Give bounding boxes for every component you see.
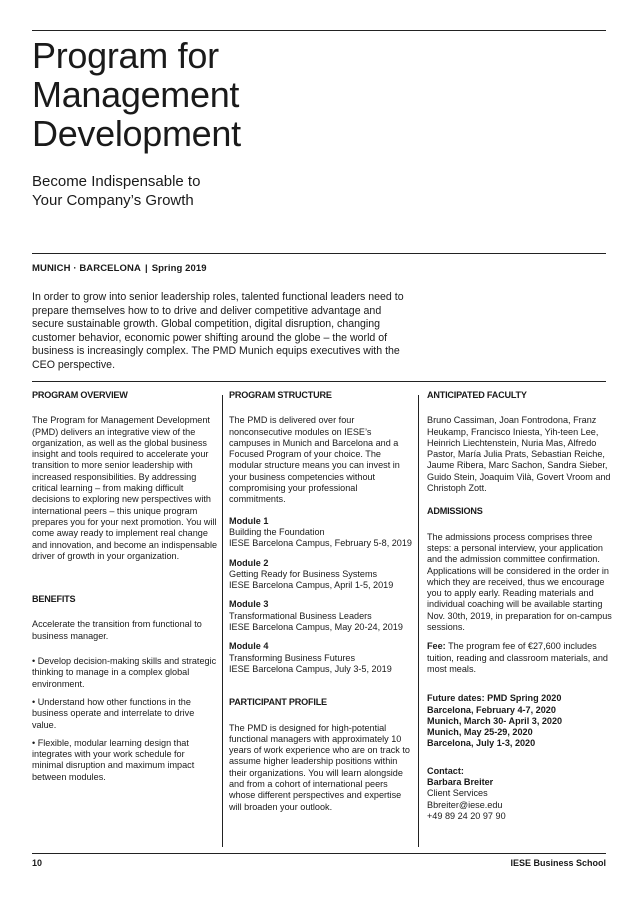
module-place: IESE Barcelona Campus, May 20-24, 2019 (229, 622, 403, 633)
fee-body: The program fee of €27,600 includes tuition, reading and classroom materials, and most meals. (427, 641, 608, 674)
module-topic: Transforming Business Futures (229, 652, 356, 663)
future-date-item: Munich, March 30- April 3, 2020 (427, 715, 563, 726)
benefit-item: • Develop decision-making skills and strategic thinking to manage in a complex global environment. (32, 656, 217, 689)
admissions-heading: ADMISSIONS (427, 506, 483, 517)
fee-text (427, 641, 613, 675)
title-line-3: Development (32, 113, 241, 154)
section-rule (32, 253, 606, 254)
title-line-2: Management (32, 74, 240, 115)
column-divider-1 (222, 395, 223, 847)
footer-rule (32, 853, 606, 854)
column-faculty (427, 390, 613, 822)
subtitle-line-2: Your Company’s Growth (32, 192, 194, 209)
column-overview (32, 390, 218, 790)
module-block (229, 516, 415, 550)
future-dates (427, 693, 613, 749)
module-block (229, 599, 415, 633)
title-line-1: Program for (32, 35, 219, 76)
module-topic: Building the Foundation (229, 526, 325, 537)
page-number: 10 (32, 858, 43, 868)
intro-paragraph: In order to grow into senior leadership roles, talented functional leaders need to prepare themselves how to to drive and deliver competitive advantage and secure sustainable growth. Global competition, digital disruption, changing customer behavior, economic power shifting around the globe – the world of business is increasingly complex. The PMD Munich equips executives with the CEO perspective. (32, 291, 404, 371)
future-date-item: Munich, May 25-29, 2020 (427, 727, 533, 738)
contact-label: Contact: (427, 765, 464, 776)
subtitle-line-1: Become Indispensable to (32, 173, 201, 190)
faculty-heading: ANTICIPATED FACULTY (427, 390, 527, 400)
top-rule (32, 30, 606, 31)
faculty-text: Bruno Cassiman, Joan Fontrodona, Franz Heukamp, Francisco Iniesta, Yih-teen Lee, Heinrich Liechtenstein, Nuria Mas, Alfredo Pastor, María Julia Prats, Sebastian Reiche, Jaume Ribera, Marc Sachon, Sandra Sieber, Guido Stein, Joaquim Vilà, Govert Vroom and Christoph Zott. (427, 415, 611, 494)
overview-heading: PROGRAM OVERVIEW (32, 390, 128, 400)
contact-email[interactable]: Bbreiter@iese.edu (427, 799, 503, 810)
profile-text: The PMD is designed for high-potential functional managers with approximately 10 years of work experience who are on track to assume higher leadership positions within their organizations. You will learn alongside and from a cohort of international peers whose different perspectives and expertise will broaden your outlook. (229, 722, 410, 812)
location-separator: | (144, 263, 148, 274)
footer-brand: IESE Business School (510, 858, 606, 868)
contact-block (427, 766, 613, 822)
profile-heading: PARTICIPANT PROFILE (229, 697, 327, 708)
module-place: IESE Barcelona Campus, April 1-5, 2019 (229, 580, 394, 591)
contact-phone: +49 89 24 20 97 90 (427, 810, 506, 821)
future-date-item: Barcelona, July 1-3, 2020 (427, 738, 536, 749)
contact-department: Client Services (427, 788, 488, 799)
module-topic: Transformational Business Leaders (229, 610, 372, 621)
module-name: Module 3 (229, 599, 269, 610)
column-structure (229, 390, 415, 821)
overview-text: The Program for Management Development (PMD) delivers an integrative view of the organization, as well as the global business insight and tools required to accelerate your transition to more senior leadership with increased responsibilities. By addressing critical learning – from making difficult decisions to exploring new perspectives with international peers – this unique program prepares you for your next promotion. You will come away ready to implement real change and innovation, and become an indispensable driver of growth in your organization. (32, 415, 218, 561)
module-name: Module 1 (229, 515, 269, 526)
structure-heading: PROGRAM STRUCTURE (229, 390, 332, 400)
module-name: Module 4 (229, 641, 269, 652)
benefit-item: • Flexible, modular learning design that integrates with your work schedule for minimal disruption and maximum impact between modules. (32, 737, 195, 782)
columns-rule (32, 381, 606, 382)
location-season: Spring 2019 (151, 263, 207, 274)
module-place: IESE Barcelona Campus, July 3-5, 2019 (229, 663, 392, 674)
module-topic: Getting Ready for Business Systems (229, 568, 378, 579)
page-subtitle (32, 172, 200, 210)
column-divider-2 (418, 395, 419, 847)
structure-text: The PMD is delivered over four nonconsecutive modules on IESE’s campuses in Munich and Barcelona and a Focused Program of your choice. The modular structure means you can invest in your business competencies without compromising your professional commitments. (229, 415, 400, 505)
future-dates-title: Future dates: PMD Spring 2020 (427, 693, 562, 704)
benefit-item: • Understand how other functions in the business operate and interrelate to drive value. (32, 696, 195, 730)
benefits-intro: Accelerate the transition from functional to business manager. (32, 619, 202, 641)
contact-name: Barbara Breiter (427, 777, 494, 788)
location-line (32, 263, 207, 274)
module-block (229, 641, 415, 675)
fee-label: Fee: (427, 641, 446, 652)
module-name: Module 2 (229, 557, 269, 568)
location-cities: MUNICH · BARCELONA (32, 263, 141, 274)
future-date-item: Barcelona, February 4-7, 2020 (427, 704, 556, 715)
admissions-text: The admissions process comprises three steps: a personal interview, your application and the admission committee confirmation. Applications will be considered in the order in which they are received, thus we encourage you to apply early. Reading materials and individual coaching will be available starting Nov. 30th, 2019, in preparation for on-campus sessions. (427, 531, 612, 633)
module-block (229, 558, 415, 592)
benefits-heading: BENEFITS (32, 594, 76, 605)
module-place: IESE Barcelona Campus, February 5-8, 2019 (229, 538, 412, 549)
page-title (32, 36, 241, 153)
